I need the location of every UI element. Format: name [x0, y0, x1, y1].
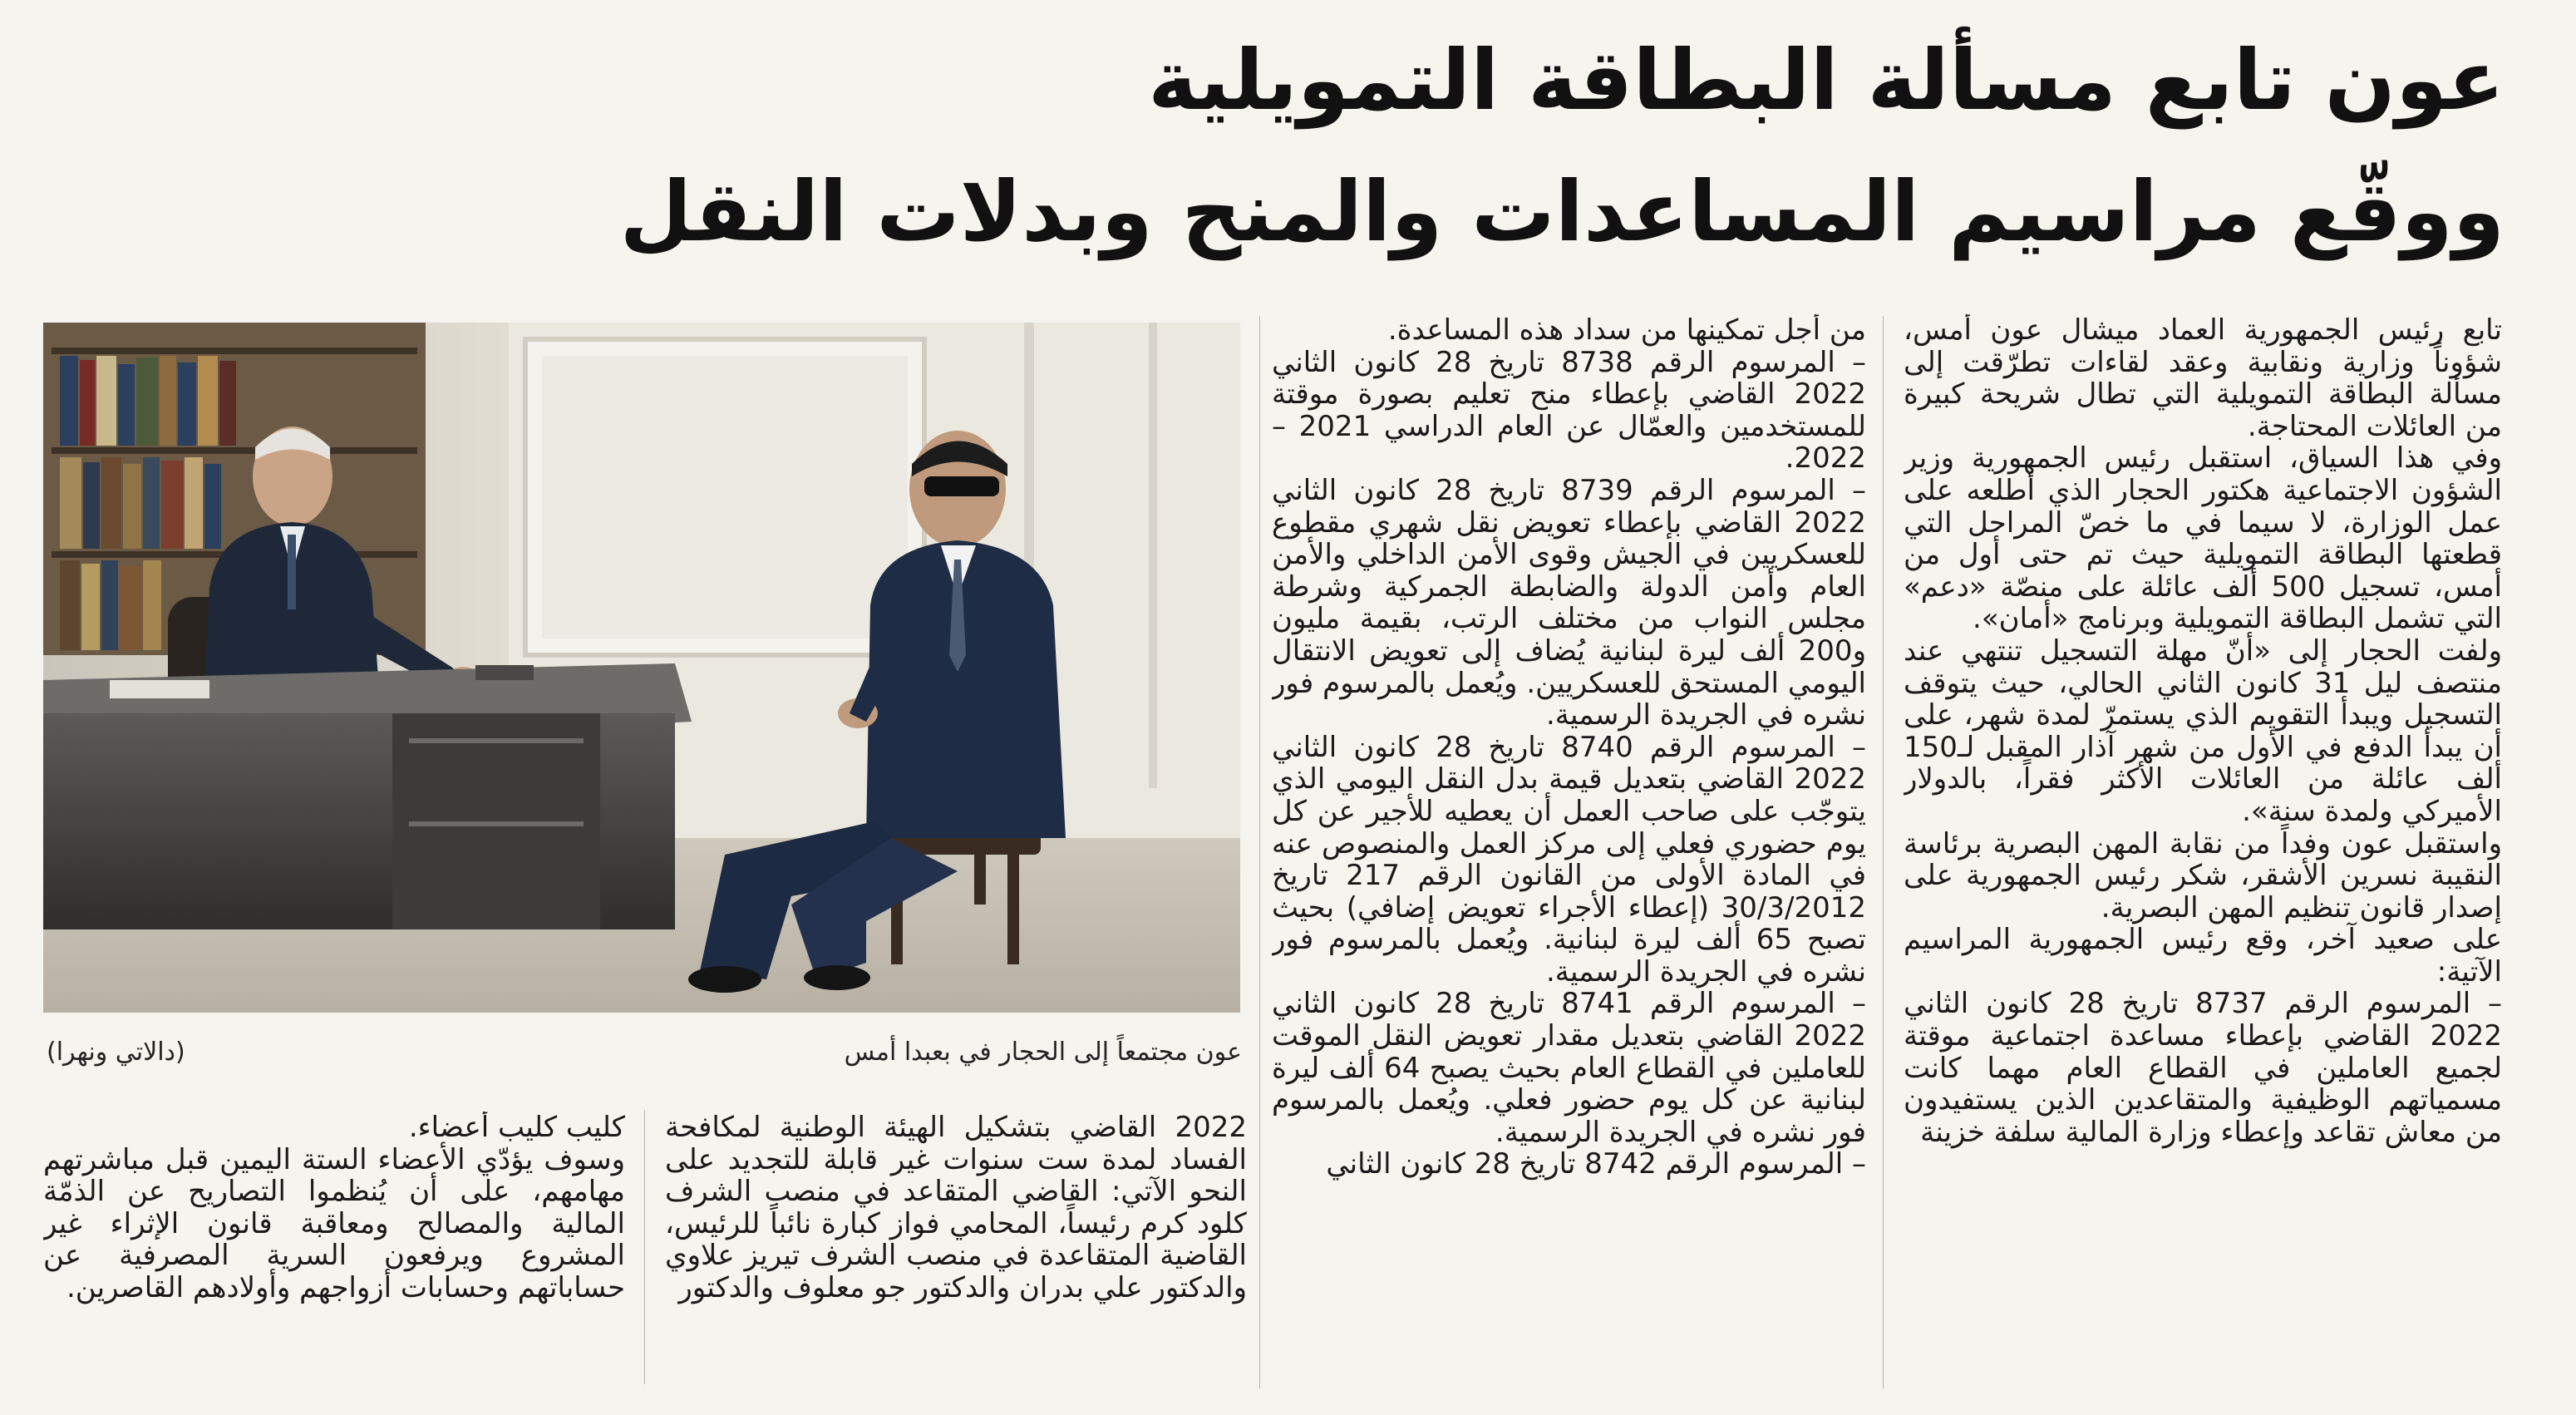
meeting-photo — [43, 323, 1240, 1013]
photo-caption: عون مجتمعاً إلى الحجار في بعبدا أمس — [844, 1038, 1242, 1067]
article-column-4 — [665, 1112, 1247, 1386]
paragraph: – المرسوم الرقم 8740 تاريخ 28 كانون الثاني 2022 القاضي بتعديل قيمة بدل النقل اليومي الذي يتوجّب على صاحب العمل أن يعطيه للأجير عن كل يوم حضوري فعلي إلى مركز العمل والمنصوص عنه في المادة الأولى من القانون الرقم 217 تاريخ 30/3/2012 (إعطاء الأجراء تعويض إضافي) بحيث تصبح 65 ألف ليرة لبنانية. ويُعمل بالمرسوم فور نشره في الجريدة الرسمية. — [1272, 730, 1866, 989]
photo-credit: (دالاتي ونهرا) — [47, 1038, 185, 1067]
paragraph: على صعيد آخر، وقع رئيس الجمهورية المراسيم الآتية: — [1904, 923, 2502, 989]
column-divider — [1259, 316, 1260, 1388]
paragraph: واستقبل عون وفداً من نقابة المهن البصرية برئاسة النقيبة نسرين الأشقر، شكر رئيس الجمهورية على إصدار قانون تنظيم المهن البصرية. — [1904, 826, 2502, 924]
paragraph: ولفت الحجار إلى «أنّ مهلة التسجيل تنتهي عند منتصف ليل 31 كانون الثاني الحالي، حيث يتوقف التسجيل ويبدأ التقويم الذي يستمرّ لمدة شهر، على أن يبدأ الدفع في الأول من شهر آذار المقبل لـ150 ألف عائلة من العائلات الأكثر فقراً، بالدولار الأميركي ولمدة سنة». — [1904, 634, 2502, 828]
paragraph: – المرسوم الرقم 8742 تاريخ 28 كانون الثاني — [1326, 1147, 1866, 1181]
paragraph: وفي هذا السياق، استقبل رئيس الجمهورية وزير الشؤون الاجتماعية هكتور الحجار الذي أطلعه على عمل الوزارة، لا سيما في ما خصّ المراحل التي قطعتها البطاقة التمويلية حيث تم حتى أول من أمس، تسجيل 500 ألف عائلة على منصّة «دعم» التي تشمل البطاقة التمويلية وبرنامج «أمان». — [1904, 441, 2502, 636]
headline-line-2: ووقّع مراسيم المساعدات والمنح وبدلات النقل — [619, 163, 2505, 260]
paragraph: كليب كليب أعضاء. — [408, 1112, 625, 1144]
headline-line-1: عون تابع مسألة البطاقة التمويلية — [1148, 32, 2505, 129]
paragraph: – المرسوم الرقم 8739 تاريخ 28 كانون الثاني 2022 القاضي بإعطاء تعويض نقل شهري مقطوع للعسكريين في الجيش وقوى الأمن الداخلي والأمن العام وأمن الدولة والضابطة الجمركية وشرطة مجلس النواب من مختلف الرتب، بقيمة مليون و200 ألف ليرة لبنانية يُضاف إلى تعويض الانتقال اليومي المستحق للعسكريين. ويُعمل بالمرسوم فور نشره في الجريدة الرسمية. — [1272, 473, 1866, 732]
paragraph: تابع رئيس الجمهورية العماد ميشال عون أمس، شؤوناً وزارية ونقابية وعقد لقاءات تطرّقت إلى مسألة البطاقة التمويلية التي تطال شريحة كبيرة من العائلات المحتاجة. — [1904, 314, 2502, 443]
paragraph: من أجل تمكينها من سداد هذه المساعدة. — [1387, 314, 1866, 347]
paragraph: – المرسوم الرقم 8738 تاريخ 28 كانون الثاني 2022 القاضي بإعطاء منح تعليم بصورة موقتة للمستخدمين والعمّال عن العام الدراسي 2021 – 2022. — [1272, 345, 1866, 476]
column-divider — [644, 1110, 645, 1384]
article-photo — [43, 323, 1240, 1013]
article-column-2 — [1272, 314, 1866, 1387]
paragraph: 2022 القاضي بتشكيل الهيئة الوطنية لمكافحة الفساد لمدة ست سنوات غير قابلة للتجديد على النحو الآتي: القاضي المتقاعد في منصب الشرف كلود كرم رئيساً، المحامي فواز كبارة نائباً للرئيس، القاضية المتقاعدة في منصب الشرف تيريز علاوي والدكتور علي بدران والدكتور جو معلوف والدكتور — [665, 1112, 1247, 1304]
column-divider — [1883, 316, 1884, 1388]
paragraph: – المرسوم الرقم 8737 تاريخ 28 كانون الثاني 2022 القاضي بإعطاء مساعدة اجتماعية موقتة لجميع العاملين في القطاع العام مهما كانت مسمياتهم الوظيفية والمتقاعدين الذين يستفيدون من معاش تقاعد وإعطاء وزارة المالية سلفة خزينة — [1904, 987, 2502, 1149]
article-column-1 — [1904, 314, 2502, 1387]
paragraph: وسوف يؤدّي الأعضاء الستة اليمين قبل مباشرتهم مهامهم، على أن يُنظموا التصاريح عن الذمّة المالية والمصالح ومعاقبة قانون الإثراء غير المشروع ويرفعون السرية المصرفية عن حساباتهم وحسابات أزواجهم وأولادهم القاصرين. — [43, 1142, 625, 1304]
article-column-5 — [43, 1112, 625, 1361]
paragraph: – المرسوم الرقم 8741 تاريخ 28 كانون الثاني 2022 القاضي بتعديل مقدار تعويض النقل الموقت للعاملين في القطاع العام بحيث يصبح 64 ألف ليرة لبنانية عن كل يوم حضور فعلي. ويُعمل بالمرسوم فور نشره في الجريدة الرسمية. — [1272, 987, 1866, 1149]
